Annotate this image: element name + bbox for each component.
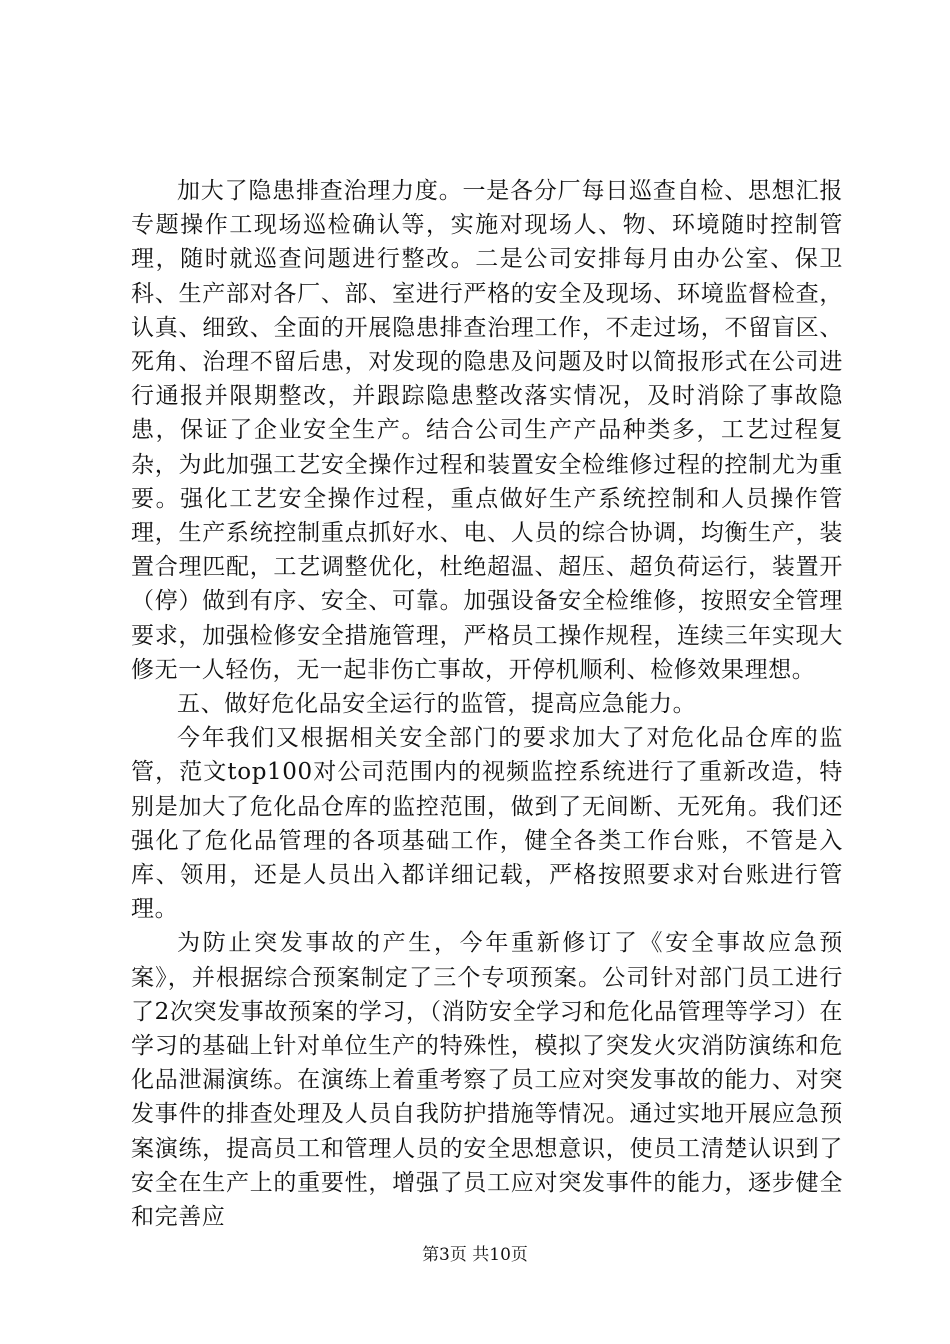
paragraph-warehouse-monitoring: 今年我们又根据相关安全部门的要求加大了对危化品仓库的监管，范文top100对公司范围内的视频监控系统进行了重新改造，特别是加大了危化品仓库的监控范围，做到了无间断、无死角。我们还强化了危化品管理的各项基础工作，健全各类工作台账，不管是入库、领用，还是人员出入都详细记载，严格按照要求对台账进行管理。 <box>131 725 843 923</box>
paragraph-hazard-inspection: 加大了隐患排查治理力度。一是各分厂每日巡查自检、思想汇报专题操作工现场巡检确认等，实施对现场人、物、环境随时控制管理，随时就巡查问题进行整改。二是公司安排每月由办公室、保卫科、生产部对各厂、部、室进行严格的安全及现场、环境监督检查，认真、细致、全面的开展隐患排查治理工作，不走过场，不留盲区、死角、治理不留后患，对发现的隐患及问题及时以简报形式在公司进行通报并限期整改，并跟踪隐患整改落实情况，及时消除了事故隐患，保证了企业安全生产。结合公司生产产品种类多，工艺过程复杂，为此加强工艺安全操作过程和装置安全检维修过程的控制尤为重要。强化工艺安全操作过程，重点做好生产系统控制和人员操作管理，生产系统控制重点抓好水、电、人员的综合协调，均衡生产，装置合理匹配，工艺调整优化，杜绝超温、超压、超负荷运行，装置开（停）做到有序、安全、可靠。加强设备安全检维修，按照安全管理要求，加强检修安全措施管理，严格员工操作规程，连续三年实现大修无一人轻伤，无一起非伤亡事故，开停机顺利、检修效果理想。 <box>131 178 843 683</box>
section-heading-five: 五、做好危化品安全运行的监管，提高应急能力。 <box>177 691 697 718</box>
page-footer: 第3页 共10页 <box>422 1245 528 1265</box>
document-body <box>131 174 843 1234</box>
paragraph-emergency-plan: 为防止突发事故的产生，今年重新修订了《安全事故应急预案》，并根据综合预案制定了三个专项预案。公司针对部门员工进行了2次突发事故预案的学习，（消防安全学习和危化品管理等学习）在学习的基础上针对单位生产的特殊性，模拟了突发火灾消防演练和危化品泄漏演练。在演练上着重考察了员工应对突发事故的能力、对突发事件的排查处理及人员自我防护措施等情况。通过实地开展应急预案演练，提高员工和管理人员的安全思想意识，使员工清楚认识到了安全在生产上的重要性，增强了员工应对突发事件的能力，逐步健全和完善应 <box>131 930 843 1231</box>
